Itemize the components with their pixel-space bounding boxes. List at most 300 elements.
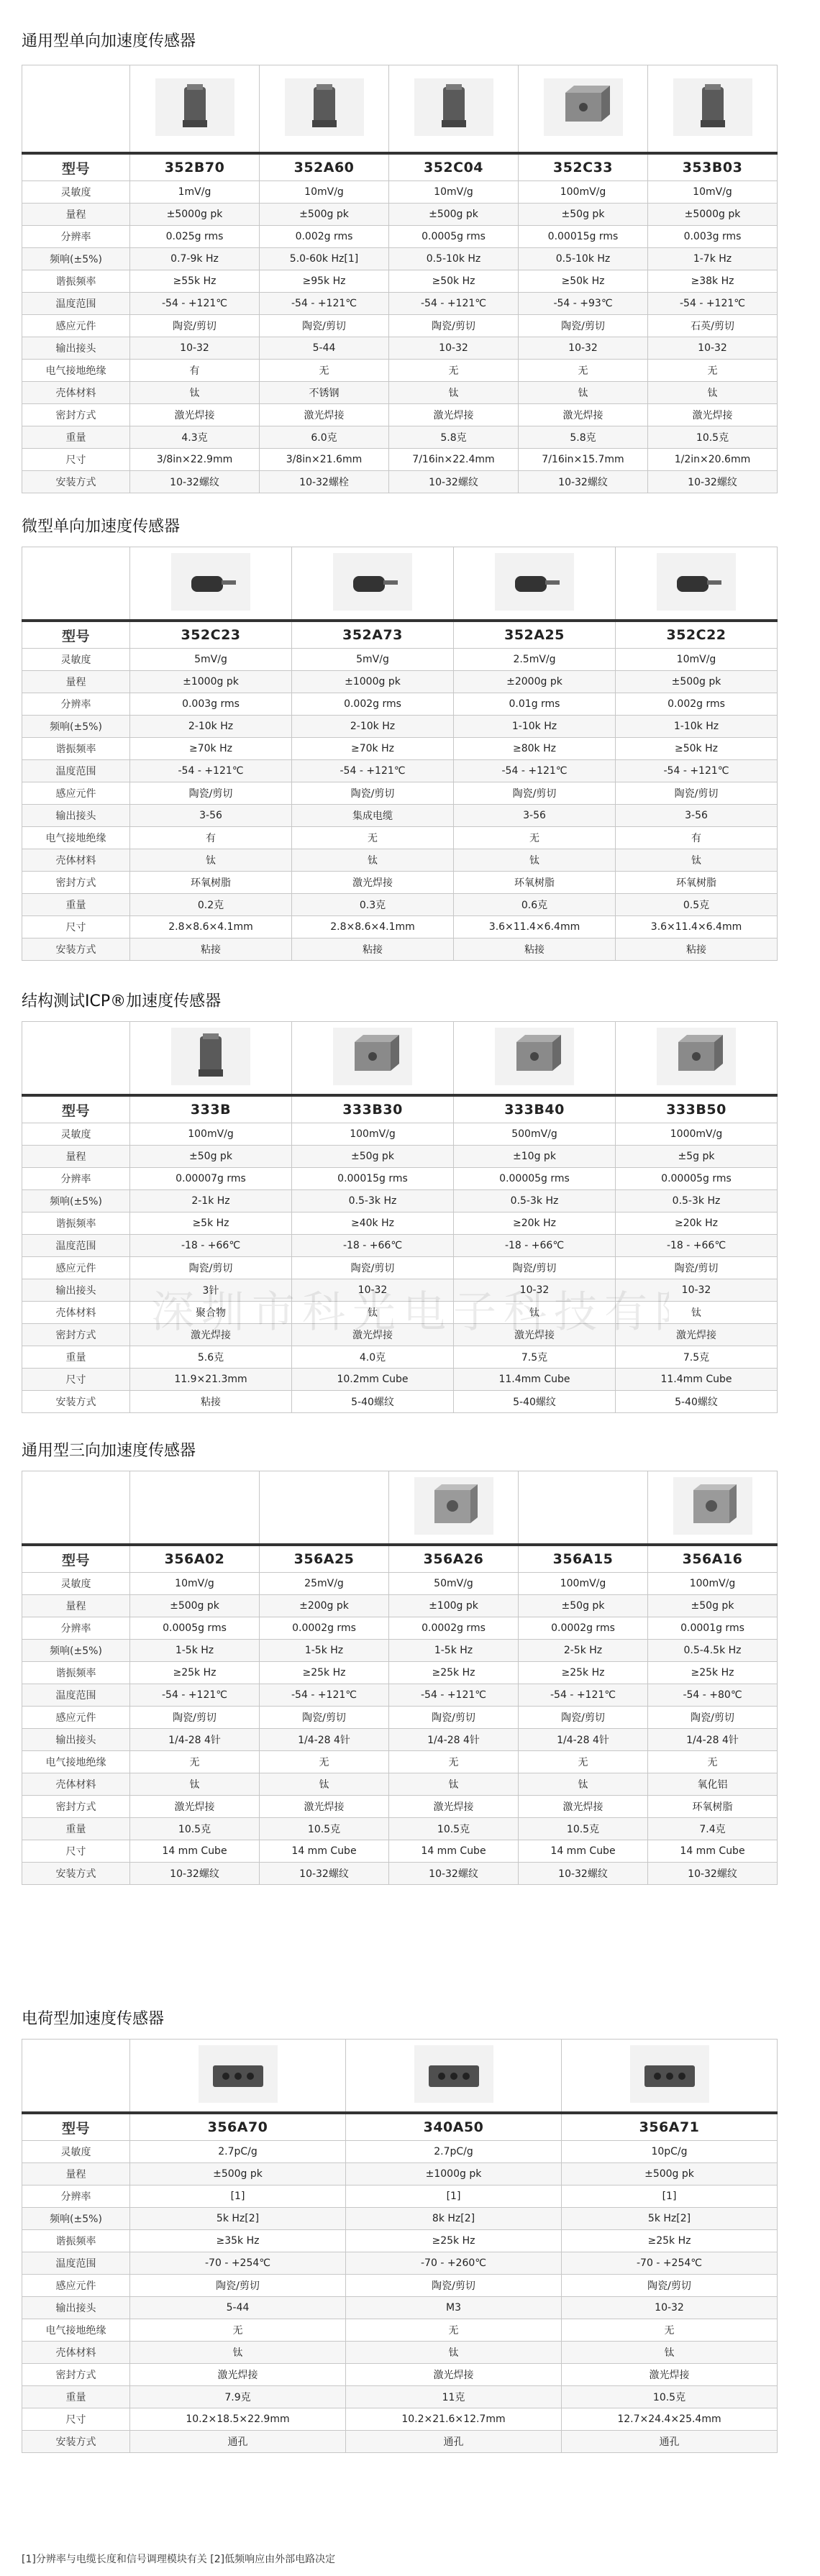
spec-row (22, 938, 778, 961)
spec-cell: ±500g pk (130, 1595, 260, 1617)
spec-cell: [1] (346, 2186, 562, 2208)
spec-cell: -54 - +121℃ (130, 293, 260, 315)
model-cell: 352C22 (616, 621, 778, 649)
spec-cell: 0.2克 (130, 894, 292, 916)
spec-cell: 10-32螺纹 (519, 1863, 648, 1885)
spec-row (22, 2208, 778, 2230)
model-cell: 333B50 (616, 1095, 778, 1123)
spec-row (22, 2342, 778, 2364)
spec-cell: -54 - +121℃ (648, 293, 778, 315)
spec-cell: 0.5-10k Hz (389, 248, 519, 270)
spec-row (22, 2297, 778, 2319)
spec-cell: 10-32螺纹 (130, 1863, 260, 1885)
spec-row (22, 204, 778, 226)
spec-row (22, 916, 778, 938)
model-row (22, 1095, 778, 1123)
spec-cell: 0.0005g rms (130, 1617, 260, 1640)
image-row (22, 1471, 778, 1545)
spec-cell: ≥25k Hz (346, 2230, 562, 2252)
spec-cell: ±500g pk (562, 2163, 778, 2186)
spec-cell: 7.5克 (616, 1346, 778, 1369)
spec-cell: 10-32螺纹 (130, 471, 260, 493)
row-label: 壳体材料 (22, 1302, 130, 1324)
spec-cell: 0.003g rms (648, 226, 778, 248)
cube-sensor-icon (495, 1028, 574, 1088)
spec-cell: 1-10k Hz (454, 716, 616, 738)
spec-cell: 激光焊接 (130, 2364, 346, 2386)
spec-cell: 钛 (130, 382, 260, 404)
spec-row (22, 471, 778, 493)
product-image-cell (130, 1022, 292, 1096)
spec-cell: 陶瓷/剪切 (292, 1257, 454, 1279)
spec-cell: ±5000g pk (648, 204, 778, 226)
image-row (22, 1022, 778, 1096)
spec-cell: 11.4mm Cube (454, 1369, 616, 1391)
row-label: 灵敏度 (22, 1123, 130, 1146)
spec-cell: 7/16in×15.7mm (519, 449, 648, 471)
spec-cell: 无 (648, 360, 778, 382)
spec-cell: 激光焊接 (519, 1796, 648, 1818)
spec-cell: 10-32螺栓 (260, 471, 389, 493)
spec-cell: 陶瓷/剪切 (616, 782, 778, 805)
product-image-cell (292, 547, 454, 621)
spec-cell: 钛 (519, 1773, 648, 1796)
row-label: 量程 (22, 1146, 130, 1168)
spec-row (22, 2163, 778, 2186)
model-cell: 356A25 (260, 1545, 389, 1573)
spec-cell: 10mV/g (130, 1573, 260, 1595)
row-label: 谐振频率 (22, 1212, 130, 1235)
spec-cell: 陶瓷/剪切 (130, 1707, 260, 1729)
charge-sensor-icon (630, 2045, 709, 2106)
spec-row (22, 1235, 778, 1257)
model-cell: 356A16 (648, 1545, 778, 1573)
cube-sensor-icon (333, 1028, 412, 1088)
product-image-cell (519, 65, 648, 154)
spec-cell: ±50g pk (130, 1146, 292, 1168)
spec-cell: 激光焊接 (130, 1796, 260, 1818)
spec-cell: 无 (130, 1751, 260, 1773)
spec-row (22, 1391, 778, 1413)
model-cell: 356A26 (389, 1545, 519, 1573)
spec-cell: 2-1k Hz (130, 1190, 292, 1212)
spec-row (22, 1146, 778, 1168)
model-row (22, 2113, 778, 2141)
cylinder-sensor-icon (673, 78, 752, 139)
spec-cell: 陶瓷/剪切 (260, 1707, 389, 1729)
row-label: 分辨率 (22, 2186, 130, 2208)
product-image-cell (260, 65, 389, 154)
product-image-cell (130, 2040, 346, 2114)
spec-row (22, 716, 778, 738)
row-label: 频响(±5%) (22, 716, 130, 738)
spec-row (22, 1773, 778, 1796)
spec-cell: 11克 (346, 2386, 562, 2408)
spec-cell: 1-7k Hz (648, 248, 778, 270)
row-label: 型号 (22, 153, 130, 181)
spec-cell: ±1000g pk (346, 2163, 562, 2186)
cylinder-sensor-icon (285, 78, 364, 139)
spec-cell: ≥25k Hz (648, 1662, 778, 1684)
spec-cell: 10.5克 (562, 2386, 778, 2408)
spec-cell: -54 - +121℃ (130, 760, 292, 782)
spec-cell: 5mV/g (292, 649, 454, 671)
spec-cell: -18 - +66℃ (292, 1235, 454, 1257)
spec-cell: 3.6×11.4×6.4mm (616, 916, 778, 938)
spec-cell: 5-40螺纹 (616, 1391, 778, 1413)
spec-cell: ≥20k Hz (616, 1212, 778, 1235)
spec-cell: 钛 (389, 382, 519, 404)
spec-cell: 激光焊接 (648, 404, 778, 426)
spec-cell: 无 (519, 360, 648, 382)
triaxial-sensor-icon (673, 1477, 752, 1538)
spec-cell: 0.5克 (616, 894, 778, 916)
product-image-cell (616, 547, 778, 621)
spec-row (22, 738, 778, 760)
spec-cell: 10pC/g (562, 2141, 778, 2163)
spec-cell: -54 - +121℃ (260, 293, 389, 315)
row-label: 壳体材料 (22, 849, 130, 872)
spec-cell: 陶瓷/剪切 (389, 1707, 519, 1729)
spec-cell: 2.8×8.6×4.1mm (130, 916, 292, 938)
spec-cell: ≥25k Hz (562, 2230, 778, 2252)
spec-table (22, 1471, 778, 1885)
spec-cell: 激光焊接 (616, 1324, 778, 1346)
svg-text:深圳市科光电子科技有限公司: 深圳市科光电子科技有 (151, 1287, 655, 1338)
spec-cell: 3针 (130, 1279, 292, 1302)
spec-cell: 2-10k Hz (292, 716, 454, 738)
row-label: 谐振频率 (22, 2230, 130, 2252)
spec-row (22, 2141, 778, 2163)
spec-cell: 7.4克 (648, 1818, 778, 1840)
spec-row (22, 1707, 778, 1729)
spec-cell: 钛 (130, 849, 292, 872)
spec-cell: 激光焊接 (389, 1796, 519, 1818)
row-label: 型号 (22, 621, 130, 649)
spec-cell: 钛 (454, 1302, 616, 1324)
spec-cell: -18 - +66℃ (454, 1235, 616, 1257)
spec-cell: 无 (454, 827, 616, 849)
spec-row (22, 894, 778, 916)
spec-cell: 0.0002g rms (519, 1617, 648, 1640)
row-label: 安装方式 (22, 471, 130, 493)
row-label: 输出接头 (22, 337, 130, 360)
product-image-cell (292, 1022, 454, 1096)
spec-cell: ±500g pk (130, 2163, 346, 2186)
spec-row (22, 1168, 778, 1190)
spec-cell: 激光焊接 (389, 404, 519, 426)
spec-row (22, 1190, 778, 1212)
product-image-cell (130, 65, 260, 154)
row-label: 温度范围 (22, 1684, 130, 1707)
spec-cell: 5-40螺纹 (454, 1391, 616, 1413)
row-label: 谐振频率 (22, 738, 130, 760)
spec-row (22, 449, 778, 471)
spec-cell: 粘接 (616, 938, 778, 961)
spec-cell: ±50g pk (519, 204, 648, 226)
spec-row (22, 315, 778, 337)
spec-cell: 0.7-9k Hz (130, 248, 260, 270)
spec-cell: ≥5k Hz (130, 1212, 292, 1235)
row-label: 安装方式 (22, 1863, 130, 1885)
spec-row (22, 293, 778, 315)
charge-sensor-icon (414, 2045, 493, 2106)
spec-row (22, 270, 778, 293)
model-cell: 333B40 (454, 1095, 616, 1123)
spec-cell: 11.9×21.3mm (130, 1369, 292, 1391)
spec-cell: 激光焊接 (562, 2364, 778, 2386)
cylinder-sensor-icon (155, 78, 234, 139)
spec-cell: 10mV/g (648, 181, 778, 204)
spec-row (22, 1640, 778, 1662)
spec-cell: 1/4-28 4针 (260, 1729, 389, 1751)
empty-cell (22, 65, 130, 154)
row-label: 电气接地绝缘 (22, 827, 130, 849)
row-label: 感应元件 (22, 1707, 130, 1729)
row-label: 量程 (22, 671, 130, 693)
model-cell: 352B70 (130, 153, 260, 181)
spec-cell: 无 (130, 2319, 346, 2342)
spec-cell: 氧化铝 (648, 1773, 778, 1796)
spec-cell: -70 - +254℃ (562, 2252, 778, 2275)
spec-cell: 10mV/g (389, 181, 519, 204)
spec-cell: 0.025g rms (130, 226, 260, 248)
triaxial-sensor-icon (414, 1477, 493, 1538)
spec-cell: 14 mm Cube (648, 1840, 778, 1863)
section-title: 通用型单向加速度传感器 (22, 32, 196, 50)
spec-cell: 激光焊接 (519, 404, 648, 426)
product-image-cell (389, 65, 519, 154)
spec-cell: 激光焊接 (454, 1324, 616, 1346)
spec-cell: -70 - +254℃ (130, 2252, 346, 2275)
spec-cell: -54 - +121℃ (389, 1684, 519, 1707)
spec-row (22, 1751, 778, 1773)
model-cell: 352C04 (389, 153, 519, 181)
spec-cell: 3/8in×22.9mm (130, 449, 260, 471)
spec-row (22, 2431, 778, 2453)
spec-cell: 7.5克 (454, 1346, 616, 1369)
spec-row (22, 2319, 778, 2342)
row-label: 灵敏度 (22, 1573, 130, 1595)
product-image-cell (389, 1471, 519, 1545)
spec-cell: 100mV/g (519, 1573, 648, 1595)
spec-cell: 陶瓷/剪切 (648, 1707, 778, 1729)
spec-cell: 10-32 (454, 1279, 616, 1302)
spec-cell: 有 (130, 360, 260, 382)
spec-cell: 2.7pC/g (346, 2141, 562, 2163)
spec-row (22, 2186, 778, 2208)
spec-cell: 钛 (389, 1773, 519, 1796)
section-title: 结构测试ICP®加速度传感器 (22, 992, 222, 1010)
row-label: 输出接头 (22, 2297, 130, 2319)
row-label: 电气接地绝缘 (22, 1751, 130, 1773)
spec-row (22, 649, 778, 671)
spec-cell: 激光焊接 (260, 404, 389, 426)
spec-cell: ≥50k Hz (616, 738, 778, 760)
spec-cell: 5.8克 (519, 426, 648, 449)
spec-cell: ≥50k Hz (389, 270, 519, 293)
spec-cell: 0.0005g rms (389, 226, 519, 248)
section-title: 微型单向加速度传感器 (22, 518, 181, 536)
spec-cell: ≥25k Hz (260, 1662, 389, 1684)
spec-row (22, 1212, 778, 1235)
product-image-cell (454, 1022, 616, 1096)
row-label: 密封方式 (22, 1324, 130, 1346)
spec-cell: 50mV/g (389, 1573, 519, 1595)
spec-cell: 100mV/g (130, 1123, 292, 1146)
row-label: 安装方式 (22, 938, 130, 961)
spec-row (22, 2252, 778, 2275)
model-cell: 353B03 (648, 153, 778, 181)
spec-row (22, 382, 778, 404)
spec-row (22, 1595, 778, 1617)
row-label: 重量 (22, 2386, 130, 2408)
row-label: 密封方式 (22, 2364, 130, 2386)
spec-cell: 10-32螺纹 (519, 471, 648, 493)
spec-cell: 聚合物 (130, 1302, 292, 1324)
spec-cell: 5-40螺纹 (292, 1391, 454, 1413)
spec-cell: 10.2mm Cube (292, 1369, 454, 1391)
spec-cell: 3-56 (616, 805, 778, 827)
spec-cell: ≥20k Hz (454, 1212, 616, 1235)
spec-row (22, 1796, 778, 1818)
row-label: 频响(±5%) (22, 1640, 130, 1662)
spec-cell: 激光焊接 (292, 872, 454, 894)
spec-cell: 集成电缆 (292, 805, 454, 827)
spec-row (22, 1617, 778, 1640)
spec-cell: 0.5-3k Hz (616, 1190, 778, 1212)
spec-cell: 无 (562, 2319, 778, 2342)
row-label: 温度范围 (22, 2252, 130, 2275)
model-cell: 356A70 (130, 2113, 346, 2141)
row-label: 量程 (22, 2163, 130, 2186)
miniature-sensor-icon (495, 553, 574, 613)
row-label: 频响(±5%) (22, 2208, 130, 2230)
spec-cell: ±1000g pk (130, 671, 292, 693)
row-label: 电气接地绝缘 (22, 360, 130, 382)
row-label: 量程 (22, 204, 130, 226)
spec-row (22, 2364, 778, 2386)
spec-cell: 激光焊接 (260, 1796, 389, 1818)
spec-cell: -54 - +121℃ (130, 1684, 260, 1707)
product-image-cell (454, 547, 616, 621)
spec-cell: 10-32 (562, 2297, 778, 2319)
product-image-cell (346, 2040, 562, 2114)
spec-cell: 10-32 (616, 1279, 778, 1302)
spec-cell: 无 (648, 1751, 778, 1773)
spec-cell: 钛 (260, 1773, 389, 1796)
product-image-cell (648, 65, 778, 154)
spec-cell: [1] (130, 2186, 346, 2208)
spec-cell: 环氧树脂 (130, 872, 292, 894)
spec-cell: 10.2×18.5×22.9mm (130, 2408, 346, 2431)
spec-cell: 1-5k Hz (260, 1640, 389, 1662)
spec-row (22, 1684, 778, 1707)
spec-cell: ±200g pk (260, 1595, 389, 1617)
spec-cell: 1mV/g (130, 181, 260, 204)
spec-cell: ≥40k Hz (292, 1212, 454, 1235)
spec-cell: 1/4-28 4针 (389, 1729, 519, 1751)
spec-cell: 陶瓷/剪切 (454, 1257, 616, 1279)
spec-cell: ≥55k Hz (130, 270, 260, 293)
spec-cell: ±10g pk (454, 1146, 616, 1168)
spec-cell: -18 - +66℃ (616, 1235, 778, 1257)
spec-cell: 10.5克 (260, 1818, 389, 1840)
spec-row (22, 1840, 778, 1863)
charge-sensor-icon (199, 2045, 278, 2106)
image-row (22, 65, 778, 154)
spec-cell: 5mV/g (130, 649, 292, 671)
empty-cell (22, 2040, 130, 2114)
spec-cell: 钛 (130, 1773, 260, 1796)
spec-row (22, 426, 778, 449)
spec-cell: 有 (130, 827, 292, 849)
row-label: 温度范围 (22, 1235, 130, 1257)
row-label: 输出接头 (22, 1279, 130, 1302)
spec-cell: ±1000g pk (292, 671, 454, 693)
spec-cell: 粘接 (454, 938, 616, 961)
spec-cell: -54 - +121℃ (519, 1684, 648, 1707)
spec-cell: 6.0克 (260, 426, 389, 449)
spec-cell: 1-5k Hz (389, 1640, 519, 1662)
spec-cell: 3-56 (130, 805, 292, 827)
spec-cell: 5-44 (260, 337, 389, 360)
spec-cell: 陶瓷/剪切 (519, 315, 648, 337)
row-label: 灵敏度 (22, 181, 130, 204)
row-label: 安装方式 (22, 1391, 130, 1413)
product-image-cell (519, 1471, 648, 1545)
spec-cell: 0.5-10k Hz (519, 248, 648, 270)
spec-cell: 2.7pC/g (130, 2141, 346, 2163)
spec-cell: 1-10k Hz (616, 716, 778, 738)
empty-cell (22, 547, 130, 621)
spec-cell: 10-32螺纹 (389, 1863, 519, 1885)
miniature-sensor-icon (171, 553, 250, 613)
spec-row (22, 782, 778, 805)
spec-cell: ≥25k Hz (389, 1662, 519, 1684)
spec-cell: 10-32 (292, 1279, 454, 1302)
row-label: 尺寸 (22, 2408, 130, 2431)
spec-cell: 3-56 (454, 805, 616, 827)
spec-row (22, 1818, 778, 1840)
row-label: 灵敏度 (22, 649, 130, 671)
spec-cell: 100mV/g (648, 1573, 778, 1595)
spec-cell: 1/4-28 4针 (648, 1729, 778, 1751)
spec-cell: 100mV/g (292, 1123, 454, 1146)
spec-row (22, 1123, 778, 1146)
product-image-cell (130, 547, 292, 621)
spec-cell: 11.4mm Cube (616, 1369, 778, 1391)
spec-cell: 14 mm Cube (389, 1840, 519, 1863)
row-label: 重量 (22, 1818, 130, 1840)
spec-cell: 无 (519, 1751, 648, 1773)
spec-cell: 0.00005g rms (616, 1168, 778, 1190)
spec-cell: 钛 (616, 849, 778, 872)
spec-cell: 0.002g rms (292, 693, 454, 716)
spec-row (22, 693, 778, 716)
spec-cell: 5k Hz[2] (562, 2208, 778, 2230)
row-label: 型号 (22, 1095, 130, 1123)
spec-cell: 14 mm Cube (130, 1840, 260, 1863)
spec-cell: 激光焊接 (130, 1324, 292, 1346)
row-label: 电气接地绝缘 (22, 2319, 130, 2342)
spec-cell: 2.5mV/g (454, 649, 616, 671)
spec-cell: 0.00015g rms (519, 226, 648, 248)
spec-cell: 激光焊接 (292, 1324, 454, 1346)
spec-cell: 2-10k Hz (130, 716, 292, 738)
spec-cell: 钛 (648, 382, 778, 404)
model-cell: 356A15 (519, 1545, 648, 1573)
